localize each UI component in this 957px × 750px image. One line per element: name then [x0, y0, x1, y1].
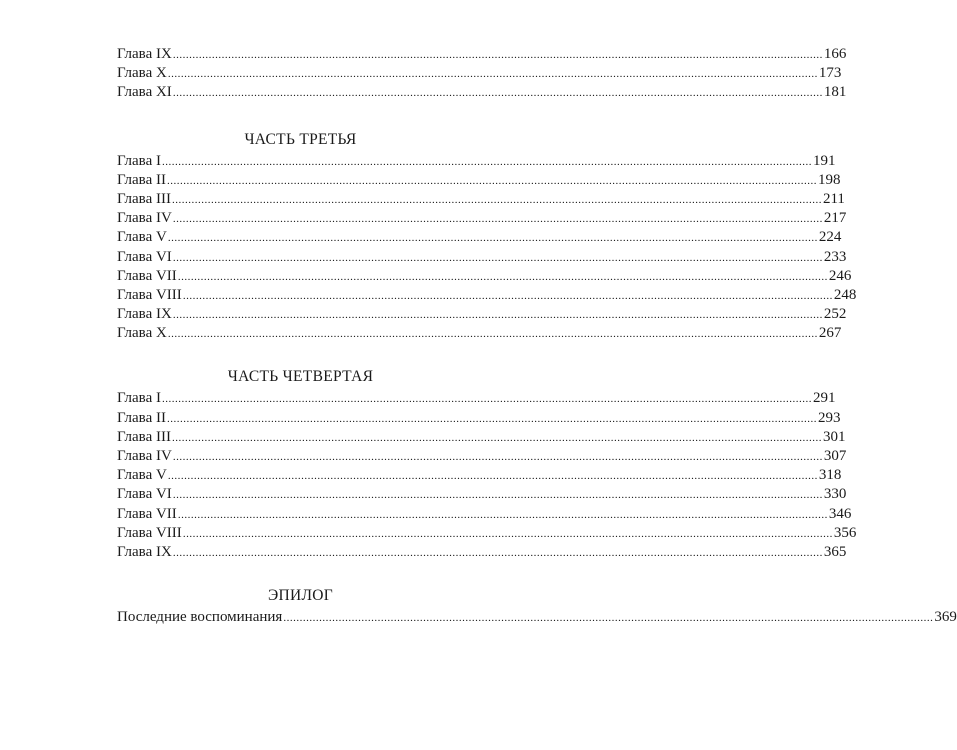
toc-entry	[117, 83, 847, 102]
toc-entry	[117, 171, 841, 190]
chapter-title: Глава X	[117, 325, 167, 342]
part-two-chapter-list	[117, 45, 847, 103]
page-number: 346	[828, 505, 852, 522]
chapter-title: Глава IX	[117, 46, 172, 62]
page-number: 191	[812, 152, 836, 169]
dot-leader: ........................................................................................................................................................................................................	[171, 193, 822, 206]
page-number: 224	[818, 229, 842, 246]
spacer	[117, 562, 484, 586]
toc-entry	[117, 190, 845, 209]
dot-leader: ........................................................................................................................................................................................................	[172, 213, 823, 226]
chapter-title: Глава IX	[117, 543, 172, 560]
page-number: 252	[823, 306, 847, 323]
dot-leader: ........................................................................................................................................................................................................	[167, 232, 818, 245]
chapter-title: Глава I	[117, 390, 161, 407]
chapter-title: Глава I	[117, 152, 161, 169]
chapter-title: Глава VI	[117, 486, 172, 503]
dot-leader: ........................................................................................................................................................................................................	[172, 49, 823, 61]
dot-leader: ........................................................................................................................................................................................................	[283, 612, 934, 625]
page-number: 248	[833, 286, 857, 303]
toc-entry	[117, 209, 847, 228]
page-number: 211	[822, 190, 845, 207]
spacer	[117, 343, 484, 367]
dot-leader: ........................................................................................................................................................................................................	[172, 451, 823, 463]
toc-entry	[117, 286, 857, 305]
toc-entry	[117, 45, 847, 64]
toc-entry	[117, 324, 842, 343]
part-three-heading: ЧАСТЬ ТРЕТЬЯ	[244, 130, 357, 148]
chapter-title: Глава III	[117, 428, 171, 445]
page-number: 267	[818, 325, 842, 342]
page-number: 330	[823, 486, 847, 503]
page-number: 293	[817, 409, 841, 426]
dot-leader: ........................................................................................................................................................................................................	[172, 309, 823, 322]
chapter-title: Глава II	[117, 171, 166, 188]
toc-entry	[117, 267, 852, 286]
dot-leader: ........................................................................................................................................................................................................	[171, 431, 822, 444]
dot-leader: ........................................................................................................................................................................................................	[167, 68, 818, 81]
toc-entry	[117, 505, 852, 524]
toc-entry	[117, 447, 847, 466]
dot-leader: ........................................................................................................................................................................................................	[172, 489, 823, 502]
toc-entry	[117, 543, 847, 562]
page-number: 318	[818, 467, 842, 484]
chapter-title: Глава VII	[117, 267, 177, 284]
toc-entry	[117, 466, 842, 485]
toc-entry	[117, 409, 841, 428]
chapter-title: Глава V	[117, 229, 167, 246]
chapter-title: Глава XI	[117, 84, 172, 101]
dot-leader: ........................................................................................................................................................................................................	[177, 508, 828, 521]
toc-entry	[117, 305, 847, 324]
page-number: 307	[823, 448, 847, 464]
page-number: 233	[823, 248, 847, 265]
dot-leader: ........................................................................................................................................................................................................	[167, 470, 818, 483]
chapter-title: Глава IV	[117, 448, 172, 464]
table-of-contents	[117, 45, 957, 627]
toc-entry	[117, 608, 957, 627]
toc-entry	[117, 152, 836, 171]
chapter-title: Глава VIII	[117, 524, 182, 541]
part-three-chapter-list	[117, 152, 857, 344]
chapter-title: Глава V	[117, 467, 167, 484]
dot-leader: ........................................................................................................................................................................................................	[161, 155, 812, 168]
page-number: 301	[822, 428, 846, 445]
part-four-heading: ЧАСТЬ ЧЕТВЕРТАЯ	[227, 368, 374, 386]
dot-leader: ........................................................................................................................................................................................................	[172, 251, 823, 264]
toc-entry	[117, 248, 847, 267]
chapter-title: Глава II	[117, 409, 166, 426]
epilogue-heading: ЭПИЛОГ	[267, 587, 334, 605]
dot-leader: ........................................................................................................................................................................................................	[182, 527, 833, 540]
dot-leader: ........................................................................................................................................................................................................	[161, 393, 812, 406]
dot-leader: ........................................................................................................................................................................................................	[167, 328, 818, 341]
dot-leader: ........................................................................................................................................................................................................	[166, 412, 817, 425]
chapter-title: Глава IX	[117, 306, 172, 323]
dot-leader: ........................................................................................................................................................................................................	[172, 546, 823, 559]
toc-entry	[117, 428, 846, 447]
page-number: 217	[823, 210, 847, 227]
page-number: 173	[818, 65, 842, 82]
chapter-title: Глава IV	[117, 210, 172, 227]
page-number: 365	[823, 543, 847, 560]
page-number: 246	[828, 267, 852, 284]
chapter-title: Глава X	[117, 65, 167, 82]
chapter-title: Глава III	[117, 190, 171, 207]
chapter-title: Глава VI	[117, 248, 172, 265]
toc-entry	[117, 64, 842, 83]
dot-leader: ........................................................................................................................................................................................................	[166, 174, 817, 187]
toc-entry	[117, 524, 857, 543]
toc-entry	[117, 389, 836, 408]
part-four-chapter-list	[117, 389, 857, 562]
page-number: 369	[934, 609, 957, 626]
page-number: 181	[823, 84, 847, 101]
chapter-title: Последние воспоминания	[117, 609, 283, 626]
chapter-title: Глава VIII	[117, 286, 182, 303]
dot-leader: ........................................................................................................................................................................................................	[182, 289, 833, 302]
page-number: 166	[823, 46, 847, 62]
toc-entry	[117, 228, 842, 247]
spacer	[117, 103, 484, 130]
toc-entry	[117, 485, 847, 504]
dot-leader: ........................................................................................................................................................................................................	[177, 270, 828, 283]
page-number: 198	[817, 171, 841, 188]
chapter-title: Глава VII	[117, 505, 177, 522]
page-number: 291	[812, 390, 836, 407]
page-number: 356	[833, 524, 857, 541]
dot-leader: ........................................................................................................................................................................................................	[172, 87, 823, 100]
epilogue-entry-list	[117, 608, 957, 627]
